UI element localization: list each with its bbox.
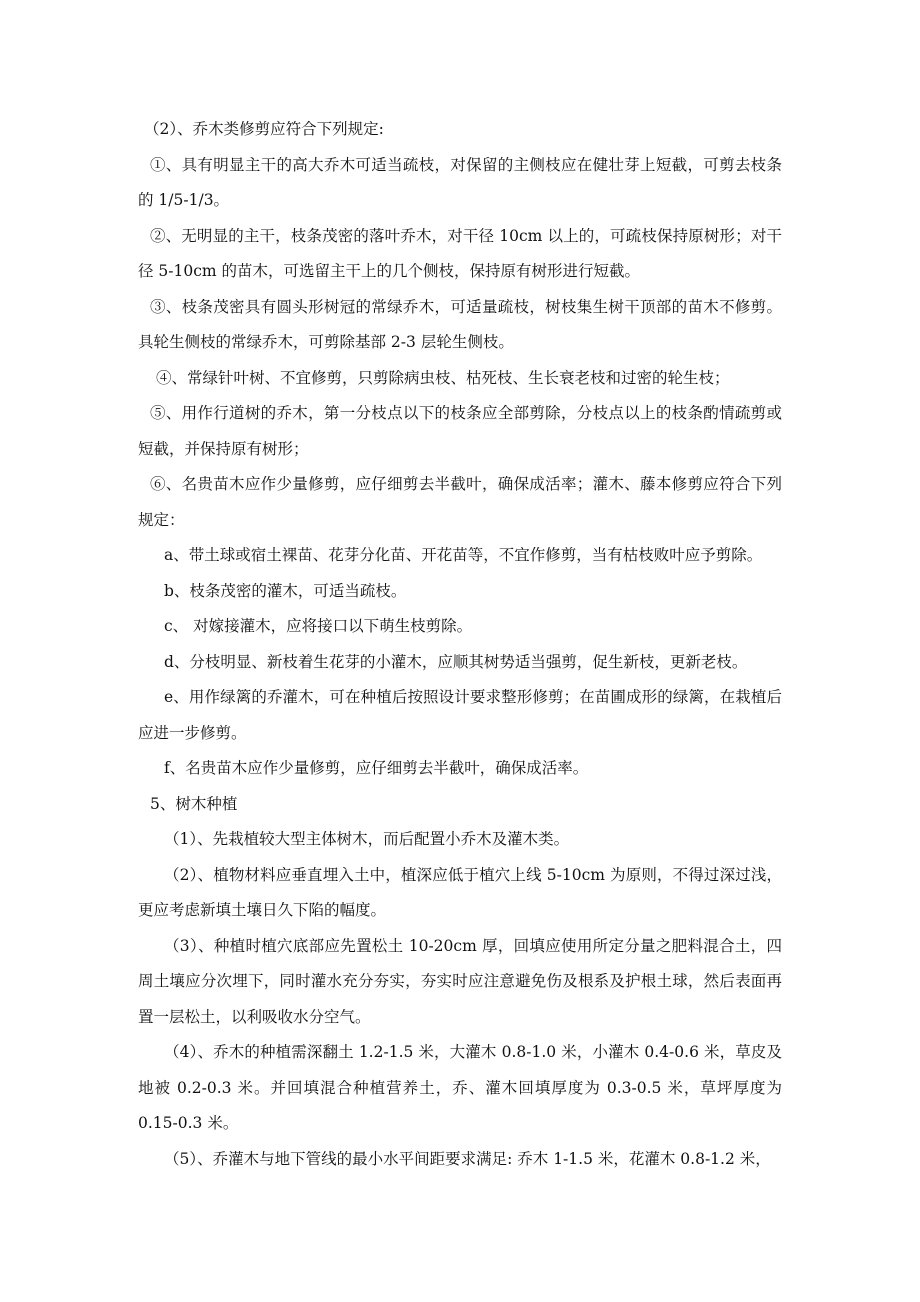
paragraph-item-2: ②、无明显的主干，枝条茂密的落叶乔木，对干径 10cm 以上的，可疏枝保持原树形；对干径 5-10cm 的苗木，可选留主干上的几个侧枝，保持原有树形进行短截。 — [138, 226, 782, 280]
paragraph-shrub-d: d、分枝明显、新枝着生花芽的小灌木，应顺其树势适当强剪，促生新枝，更新老枝。 — [164, 652, 748, 671]
paragraph-planting-5: （5）、乔灌木与地下管线的最小水平间距要求满足: 乔木 1-1.5 米，花灌木 0.8-1.2 米， — [164, 1149, 771, 1168]
paragraph-shrub-e: e、用作绿篱的乔灌木，可在种植后按照设计要求整形修剪；在苗圃成形的绿篱，在栽植后应进一步修剪。 — [138, 688, 782, 742]
paragraph-shrub-f: f、名贵苗木应作少量修剪，应仔细剪去半截叶，确保成活率。 — [164, 759, 589, 777]
paragraph-item-6: ⑥、名贵苗木应作少量修剪，应仔细剪去半截叶，确保成活率；灌木、藤本修剪应符合下列规定： — [138, 475, 782, 529]
paragraph-planting-4: （4）、乔木的种植需深翻土 1.2-1.5 米，大灌木 0.8-1.0 米，小灌木 0.4-0.6 米，草皮及地被 0.2-0.3 米。并回填混合种植营养土，乔、灌木回填厚度为 0.3-0.5 米，草坪厚度为 0.15-0.3 米。 — [138, 1043, 782, 1132]
paragraph-item-1: ①、具有明显主干的高大乔木可适当疏枝，对保留的主侧枝应在健壮芽上短截，可剪去枝条的 1/5-1/3。 — [138, 155, 782, 209]
paragraph-planting-1: （1）、先栽植较大型主体树木，而后配置小乔木及灌木类。 — [164, 830, 570, 848]
paragraph-item-5: ⑤、用作行道树的乔木，第一分枝点以下的枝条应全部剪除，分枝点以上的枝条酌情疏剪或短截，并保持原有树形； — [138, 404, 782, 458]
paragraph-item-3: ③、枝条茂密具有圆头形树冠的常绿乔木，可适量疏枝，树枝集生树干顶部的苗木不修剪。具轮生侧枝的常绿乔木，可剪除基部 2-3 层轮生侧枝。 — [138, 297, 782, 351]
paragraph-shrub-c: c、 对嫁接灌木，应将接口以下萌生枝剪除。 — [164, 617, 473, 635]
paragraph-planting-2: （2）、植物材料应垂直埋入土中，植深应低于植穴上线 5-10cm 为原则，不得过深过浅，更应考虑新填土壤日久下陷的幅度。 — [138, 865, 782, 919]
paragraph-planting-3: （3）、种植时植穴底部应先置松土 10-20cm 厚，回填应使用所定分量之肥料混合土，四周土壤应分次埋下，同时灌水充分夯实，夯实时应注意避免伤及根系及护根土球，然后表面再置一层松土，以利吸收水分空气。 — [138, 936, 782, 1026]
paragraph-shrub-b: b、枝条茂密的灌木，可适当疏枝。 — [164, 581, 407, 600]
paragraph-arbor-pruning-rules: （2）、乔木类修剪应符合下列规定: — [144, 120, 384, 138]
paragraph-item-4: ④、常绿针叶树、不宜修剪，只剪除病虫枝、枯死枝、生长衰老枝和过密的轮生枝； — [156, 368, 730, 387]
paragraph-shrub-a: a、带土球或宿土裸苗、花芽分化苗、开花苗等，不宜作修剪，当有枯枝败叶应予剪除。 — [164, 546, 763, 564]
document-body — [138, 112, 782, 1177]
section-heading-tree-planting: 5、树木种植 — [150, 794, 238, 813]
